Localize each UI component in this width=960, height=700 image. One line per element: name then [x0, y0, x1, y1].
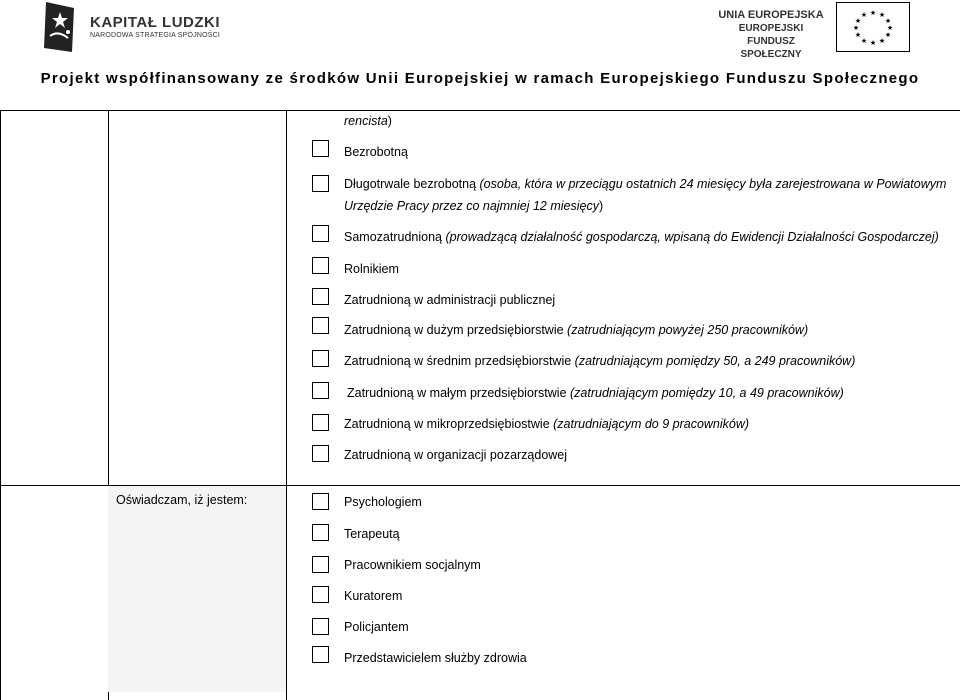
option-note: (zatrudniającym pomiędzy 50, a 249 pracowników): [574, 354, 856, 368]
option-duze-przedsiebiorstwo: [344, 323, 808, 338]
checkbox-kurator[interactable]: [312, 586, 329, 603]
continuation-paren: ): [387, 114, 392, 128]
checkbox-dlugotrwale-bezrobotna[interactable]: [312, 175, 329, 192]
checkbox-bezrobotna[interactable]: [312, 140, 329, 157]
option-label: Bezrobotną: [344, 145, 408, 159]
eu-logo-line2: EUROPEJSKI: [738, 23, 804, 34]
option-kurator: Kuratorem: [344, 589, 403, 603]
svg-text:★: ★: [854, 17, 862, 25]
continuation-text: [344, 114, 392, 129]
svg-text:★: ★: [884, 31, 892, 39]
kapital-ludzki-title: KAPITAŁ LUDZKI: [90, 14, 221, 31]
svg-text:★: ★: [878, 37, 886, 45]
declaration-label: Oświadczam, iż jestem:: [116, 493, 248, 507]
table-left-border: [0, 110, 1, 700]
checkbox-samozatrudniona[interactable]: [312, 225, 329, 242]
option-label: Zatrudnioną w dużym przedsiębiorstwie: [344, 323, 564, 337]
checkbox-sluzba-zdrowia[interactable]: [312, 646, 329, 663]
checkbox-terapeuta[interactable]: [312, 524, 329, 541]
option-sluzba-zdrowia: Przedstawicielem służby zdrowia: [344, 651, 527, 665]
checkbox-male-przedsiebiorstwo[interactable]: [312, 382, 329, 399]
kapital-ludzki-subtitle: NARODOWA STRATEGIA SPÓJNOŚCI: [90, 32, 221, 39]
option-note-cont: Urzędzie Pracy przez co najmniej 12 miesięcy: [344, 199, 599, 213]
option-psycholog: Psychologiem: [344, 495, 422, 509]
option-label: Rolnikiem: [344, 262, 399, 276]
option-mikroprzedsiebiorstwo: [344, 417, 749, 432]
option-note-tail: ): [598, 199, 604, 213]
option-samozatrudniona: [344, 230, 939, 245]
option-label: Zatrudnioną w mikroprzedsiębiostwie: [344, 417, 550, 431]
svg-text:★: ★: [886, 24, 894, 32]
option-label: Samozatrudnioną: [344, 230, 442, 244]
svg-text:★: ★: [854, 31, 862, 39]
option-note: (zatrudniającym pomiędzy 10, a 49 pracowników): [570, 386, 844, 400]
option-note: (zatrudniającym powyżej 250 pracowników): [567, 323, 809, 337]
checkbox-srednie-przedsiebiorstwo[interactable]: [312, 350, 329, 367]
svg-text:★: ★: [852, 24, 860, 32]
option-policjant: Policjantem: [344, 620, 409, 634]
checkbox-duze-przedsiebiorstwo[interactable]: [312, 317, 329, 334]
option-organizacja-pozarzadowa: [344, 448, 567, 463]
option-administracja-publiczna: [344, 293, 555, 308]
option-srednie-przedsiebiorstwo: [344, 354, 855, 369]
checkbox-administracja-publiczna[interactable]: [312, 288, 329, 305]
option-note: (osoba, która w przeciągu ostatnich 24 miesięcy była zarejestrowana w Powiatowym: [479, 177, 947, 191]
kapital-ludzki-logo-icon: [42, 2, 78, 54]
option-dlugotrwale-bezrobotna: [344, 177, 946, 192]
option-pracownik-socjalny: Pracownikiem socjalnym: [344, 558, 481, 572]
option-note: (zatrudniającym do 9 pracowników): [553, 417, 750, 431]
checkbox-rolnik[interactable]: [312, 257, 329, 274]
option-bezrobotna: [344, 145, 408, 160]
option-label: Zatrudnioną w organizacji pozarządowej: [344, 448, 568, 462]
option-label: Zatrudnioną w małym przedsiębiorstwie: [347, 386, 567, 400]
svg-text:★: ★: [878, 11, 886, 19]
svg-text:★: ★: [869, 9, 877, 17]
checkbox-pracownik-socjalny[interactable]: [312, 556, 329, 573]
checkbox-organizacja-pozarzadowa[interactable]: [312, 445, 329, 462]
option-terapeuta: Terapeutą: [344, 527, 400, 541]
checkbox-policjant[interactable]: [312, 618, 329, 635]
eu-logo-line3: FUNDUSZ SPOŁECZNY: [740, 36, 802, 60]
checkbox-mikroprzedsiebiorstwo[interactable]: [312, 414, 329, 431]
table-top-border: [0, 110, 960, 111]
continuation-italic: rencista: [344, 114, 388, 128]
option-note: (prowadzącą działalność gospodarczą, wpisaną do Ewidencji Działalności Gospodarczej): [445, 230, 939, 244]
participant-form-table: [0, 110, 960, 700]
svg-text:★: ★: [884, 17, 892, 25]
table-column-divider: [286, 110, 287, 700]
svg-text:★: ★: [860, 37, 868, 45]
option-label: Zatrudnioną w administracji publicznej: [344, 293, 556, 307]
kapital-ludzki-logo: [90, 15, 220, 40]
label-cell-shade: [108, 486, 286, 692]
page-header: [0, 0, 960, 110]
svg-text:★: ★: [869, 39, 877, 47]
svg-text:★: ★: [860, 11, 868, 19]
option-male-przedsiebiorstwo: [347, 386, 844, 401]
checkbox-psycholog[interactable]: [312, 493, 329, 510]
eu-fund-logo: [716, 9, 826, 61]
option-rolnik: [344, 262, 399, 277]
eu-flag-icon: [836, 2, 910, 52]
option-label: Długotrwale bezrobotną: [344, 177, 477, 191]
option-dlugotrwale-bezrobotna-cont: [344, 199, 603, 214]
project-cofinancing-line: Projekt współfinansowany ze środków Unii Europejskiej w ramach Europejskiego Funduszu Społecznego: [40, 70, 920, 87]
eu-logo-line1: UNIA EUROPEJSKA: [718, 9, 824, 21]
option-label: Zatrudnioną w średnim przedsiębiorstwie: [344, 354, 572, 368]
